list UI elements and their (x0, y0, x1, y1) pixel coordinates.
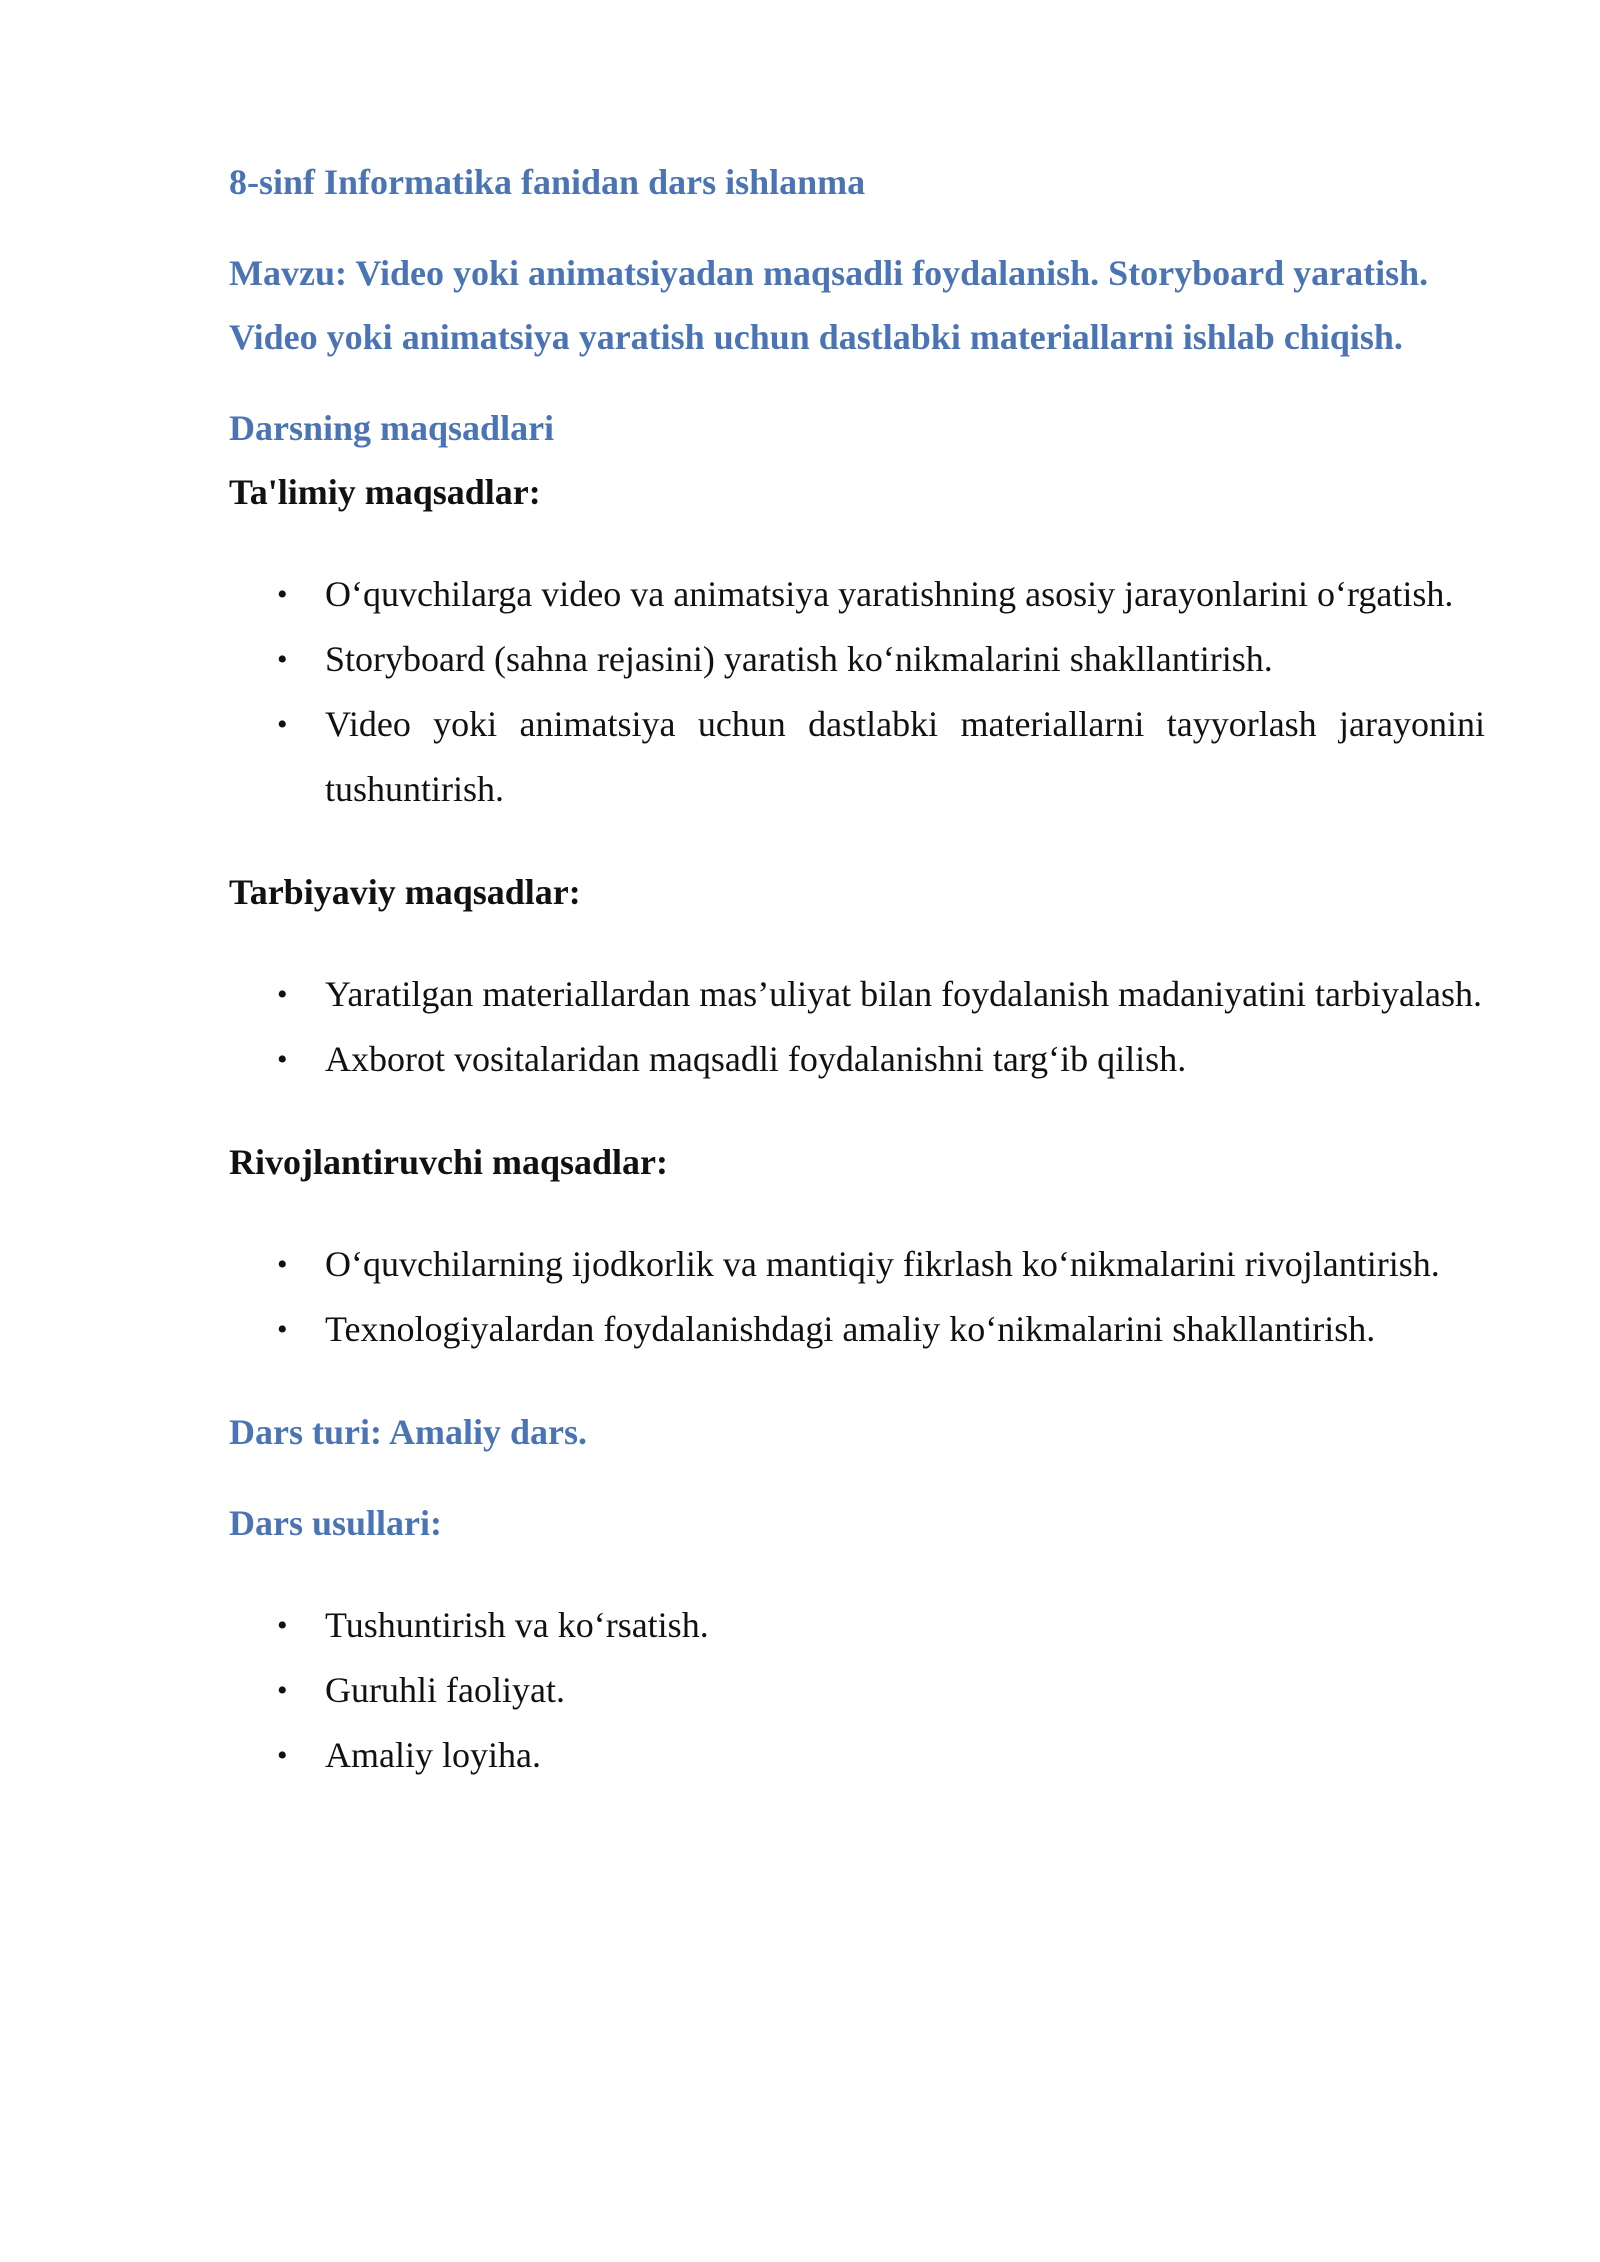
bullet-icon: • (277, 643, 288, 676)
methods-list (229, 1593, 1485, 1788)
list-item: • Tushuntirish va ko‘rsatish. (229, 1593, 1485, 1658)
list-item: • Texnologiyalardan foydalanishdagi amaliy ko‘nikmalarini shakllantirish. (229, 1297, 1485, 1362)
bullet-icon: • (277, 1609, 288, 1642)
lesson-type: Dars turi: Amaliy dars. (229, 1412, 587, 1452)
goals-heading: Darsning maqsadlari (229, 408, 555, 448)
list-item: • Axborot vositalaridan maqsadli foydalanishni targ‘ib qilish. (229, 1027, 1485, 1092)
upbringing-goals-label: Tarbiyaviy maqsadlar: (229, 872, 581, 912)
bullet-icon: • (277, 1313, 288, 1346)
lesson-topic: Mavzu: Video yoki animatsiyadan maqsadli foydalanish. Storyboard yaratish. Video yoki animatsiya yaratish uchun dastlabki materiallarni ishlab chiqish. (229, 253, 1429, 357)
educational-goals-label: Ta'limiy maqsadlar: (229, 472, 541, 512)
list-item: • Yaratilgan materiallardan mas’uliyat bilan foydalanish madaniyatini tarbiyalash. (229, 962, 1485, 1027)
bullet-icon: • (277, 708, 288, 741)
list-item: • Storyboard (sahna rejasini) yaratish ko‘nikmalarini shakllantirish. (229, 627, 1485, 692)
bullet-icon: • (277, 1674, 288, 1707)
methods-heading: Dars usullari: (229, 1503, 443, 1543)
bullet-icon: • (277, 1043, 288, 1076)
bullet-icon: • (277, 978, 288, 1011)
educational-goals-list (229, 562, 1485, 822)
list-item: • O‘quvchilarning ijodkorlik va mantiqiy fikrlash ko‘nikmalarini rivojlantirish. (229, 1232, 1485, 1297)
list-item: • Amaliy loyiha. (229, 1723, 1485, 1788)
list-item: • Video yoki animatsiya uchun dastlabki materiallarni tayyorlash jarayonini tushuntirish. (229, 692, 1485, 822)
developmental-goals-list (229, 1232, 1485, 1362)
bullet-icon: • (277, 578, 288, 611)
developmental-goals-label: Rivojlantiruvchi maqsadlar: (229, 1142, 669, 1182)
upbringing-goals-list (229, 962, 1485, 1092)
bullet-icon: • (277, 1248, 288, 1281)
document-title: 8-sinf Informatika fanidan dars ishlanma (229, 162, 866, 202)
list-item: • Guruhli faoliyat. (229, 1658, 1485, 1723)
list-item: • O‘quvchilarga video va animatsiya yaratishning asosiy jarayonlarini o‘rgatish. (229, 562, 1485, 627)
document-page (229, 140, 1485, 1788)
bullet-icon: • (277, 1739, 288, 1772)
